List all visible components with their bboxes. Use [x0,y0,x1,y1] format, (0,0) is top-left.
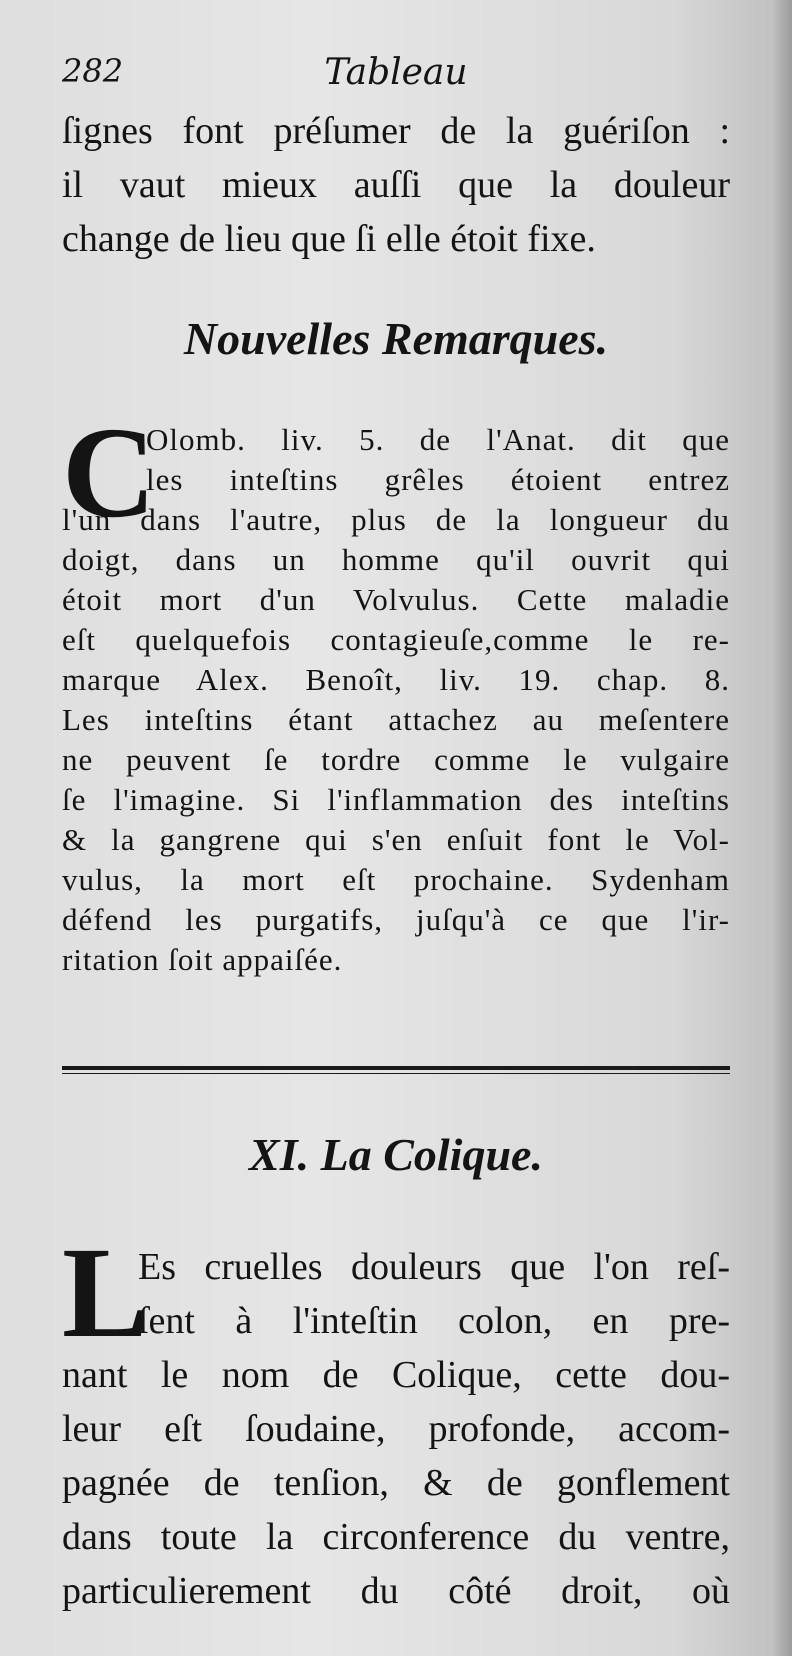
text-line: Olomb. liv. 5. de l'Anat. dit que [146,422,730,457]
text-line: particulierement du côté droit, où [62,1570,730,1612]
text-line: ſent à l'inteſtin colon, en pre- [138,1300,730,1342]
text-line: il vaut mieux auſſi que la douleur [62,164,730,206]
section-dropcap: L [62,1221,149,1365]
text-line: eſt quelquefois contagieuſe,comme le re- [62,622,730,657]
text-line: Es cruelles douleurs que l'on reſ- [138,1246,730,1288]
page-number: 282 [62,52,124,90]
text-line: ſignes font préſumer de la guériſon : [62,110,730,152]
page-header [62,52,730,100]
section-divider [62,1066,730,1070]
text-line: ſe l'imagine. Si l'inflammation des inteſtins [62,782,730,817]
text-line: les inteſtins grêles étoient entrez [146,462,730,497]
remarks-dropcap: C [62,401,156,545]
intro-paragraph [62,104,730,266]
remarks-heading: Nouvelles Remarques. [183,313,609,364]
text-line: doigt, dans un homme qu'il ouvrit qui [62,542,730,577]
text-line: ritation ſoit appaiſée. [62,942,343,977]
text-line: marque Alex. Benoît, liv. 19. chap. 8. [62,662,730,697]
text-line: ne peuvent ſe tordre comme le vulgaire [62,742,730,777]
colique-paragraph [62,1240,730,1618]
text-line: pagnée de tenſion, & de gonflement [62,1462,730,1504]
section-heading: XI. La Colique. [249,1129,543,1180]
text-line: nant le nom de Colique, cette dou- [62,1354,730,1396]
text-line: change de lieu que ſi elle étoit fixe. [62,218,596,260]
text-line: Les inteſtins étant attachez au meſentere [62,702,730,737]
running-title: Tableau [324,52,468,93]
text-line: défend les purgatifs, juſqu'à ce que l'ir- [62,902,730,937]
remarks-paragraph [62,420,730,980]
text-line: vulus, la mort eſt prochaine. Sydenham [62,862,730,897]
text-line: leur eſt ſoudaine, profonde, accom- [62,1408,730,1450]
page-edge-shadow [772,0,792,1656]
text-line: & la gangrene qui s'en enſuit font le Vol- [62,822,730,857]
text-line: l'un dans l'autre, plus de la longueur du [62,502,730,537]
text-line: étoit mort d'un Volvulus. Cette maladie [62,582,730,617]
text-line: dans toute la circonference du ventre, [62,1516,730,1558]
section-divider-thin [62,1073,730,1074]
